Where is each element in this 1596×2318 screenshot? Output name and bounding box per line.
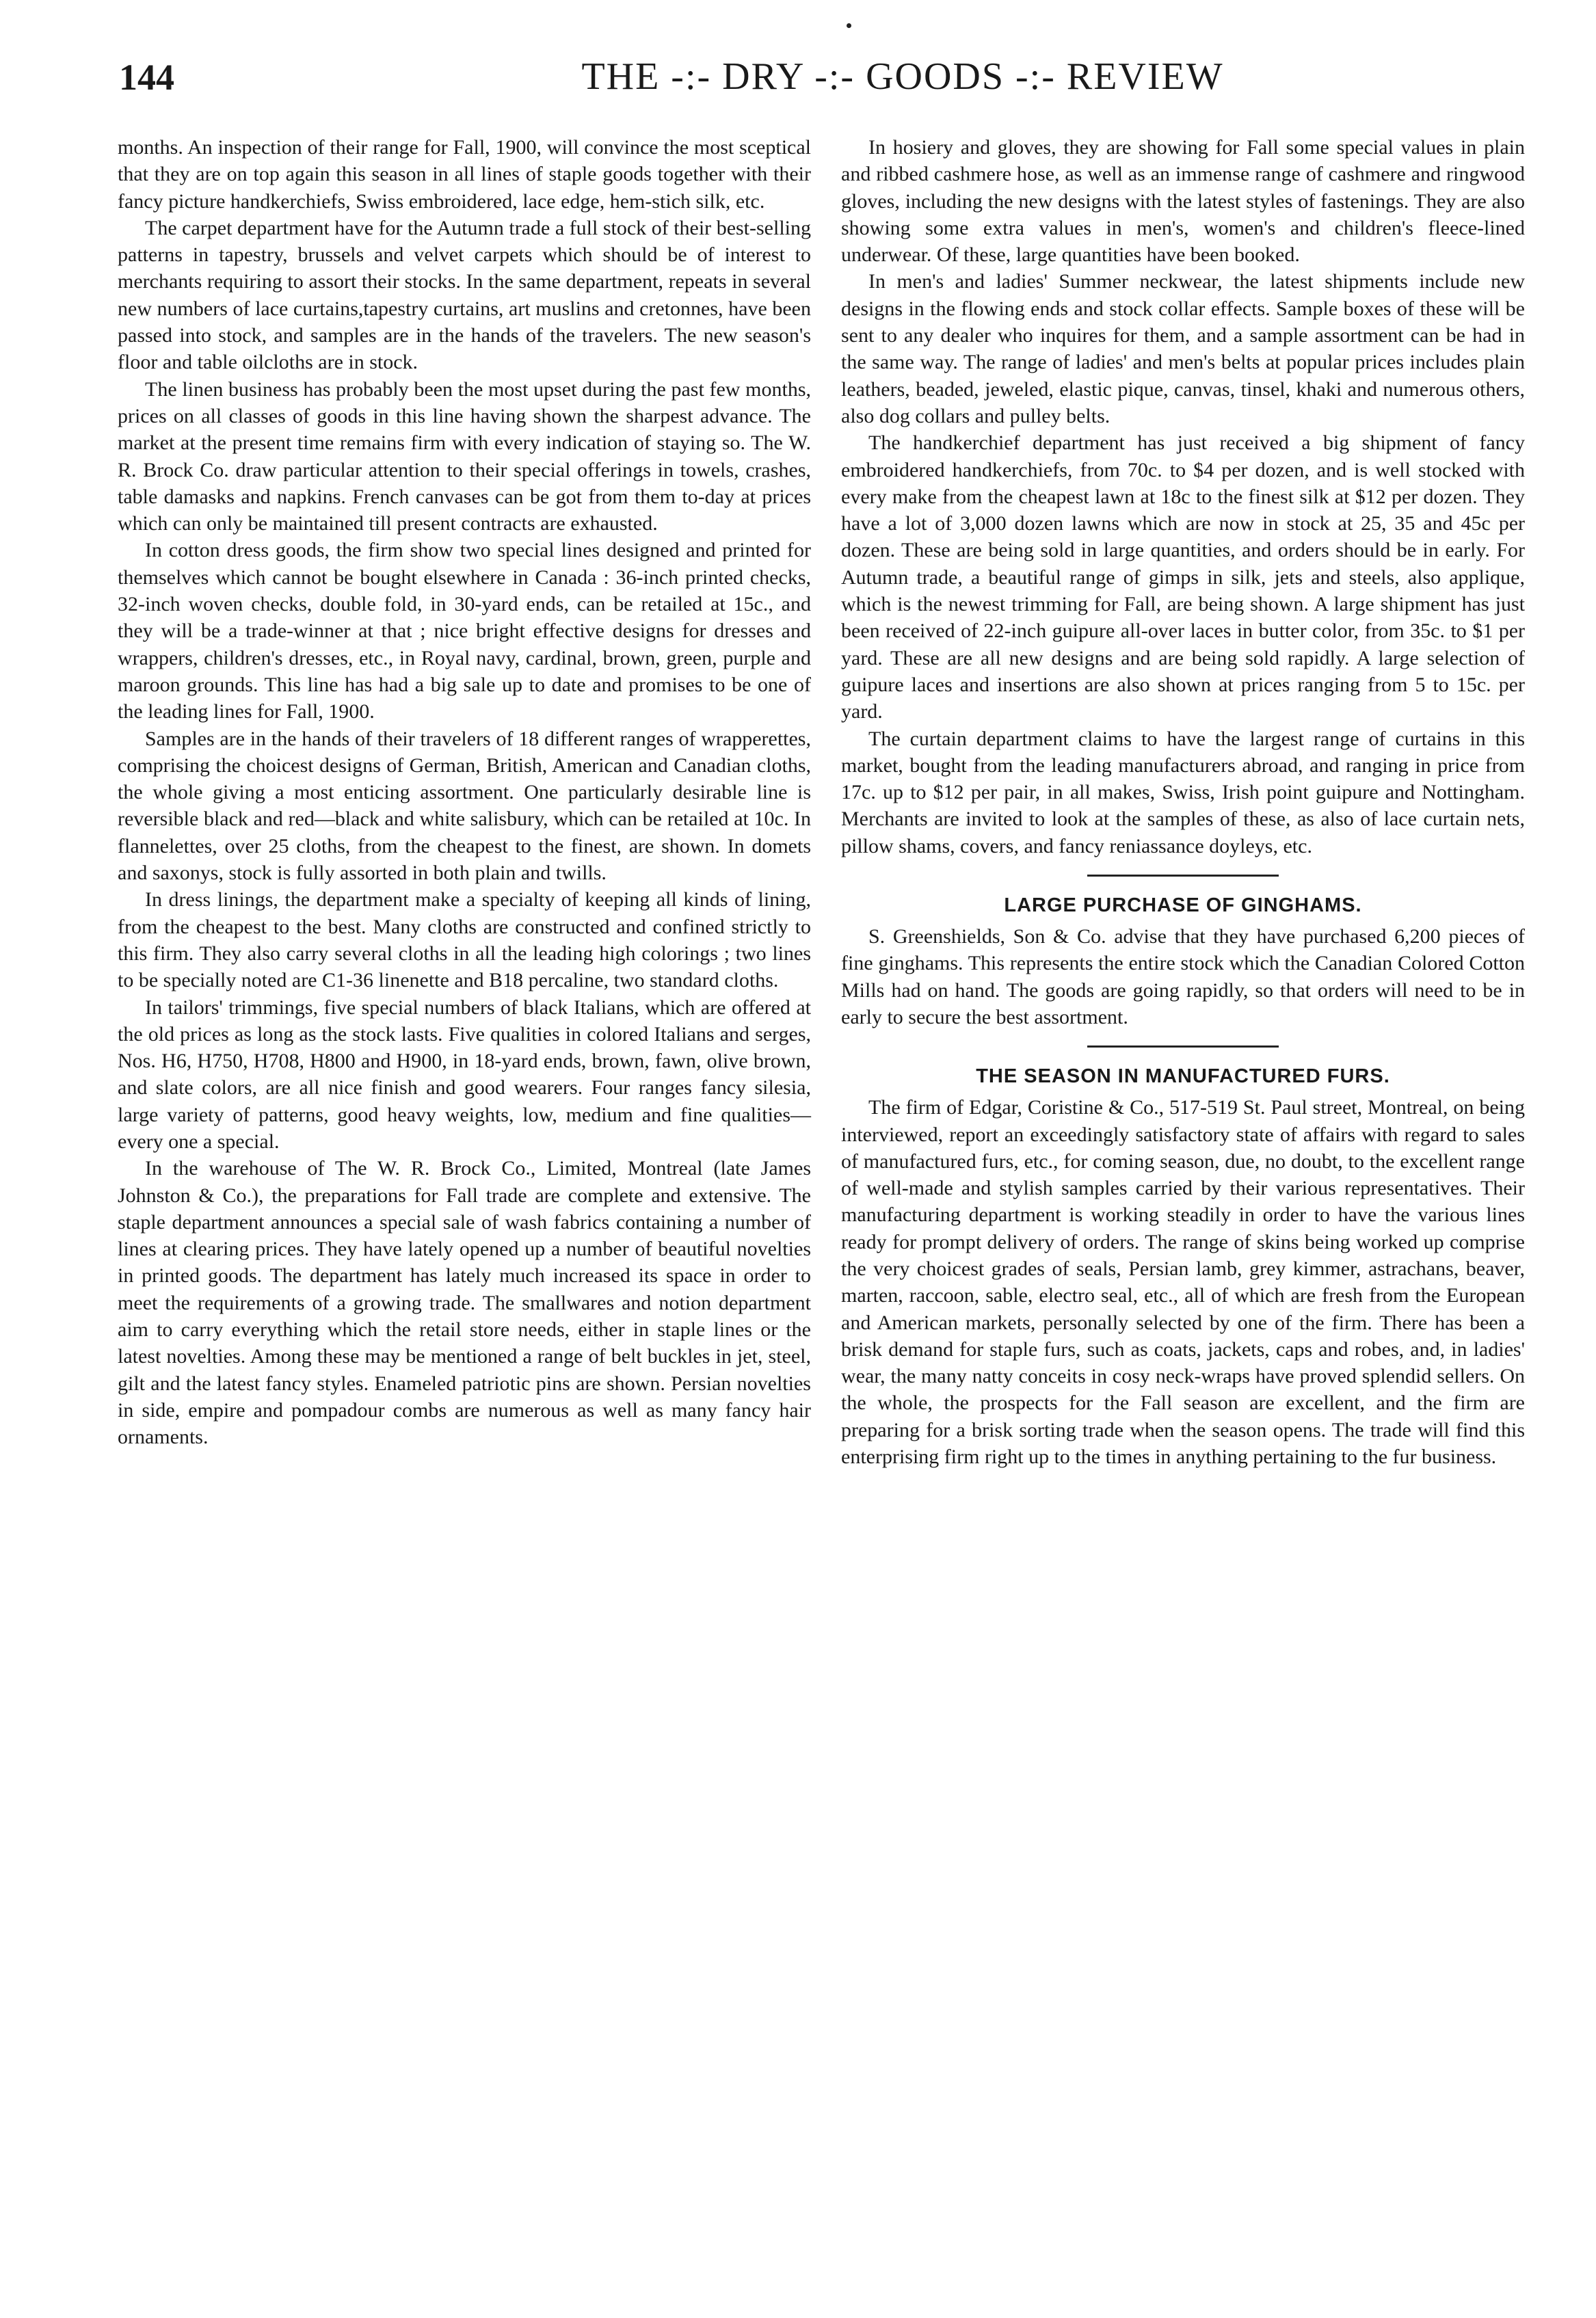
- paragraph-furs: The firm of Edgar, Coristine & Co., 517-519 St. Paul street, Montreal, on being interviewed, report an exceedingly satisfactory state of affairs with regard to sales of manufactured furs, etc., for coming season, due, no doubt, to the excellent range of well-made and stylish samples carried by their various representatives. Their manufacturing department is working steadily in order to have the various lines ready for prompt delivery of orders. The range of skins being worked up comprise the very choicest grades of seals, Persian lamb, grey kimmer, astrachans, beaver, marten, raccoon, sable, electro seal, etc., all of which are fresh from the European and American markets, personally selected by one of the firm. There has been a brisk demand for staple furs, such as coats, jackets, caps and robes, and, in ladies' wear, the many natty conceits in cosy neck-wraps have proved splendid sellers. On the whole, the prospects for the Fall season are excellent, and the firm are preparing for a brisk sorting trade when the season opens. The trade will find this enterprising firm right up to the times in anything pertaining to the fur business.: [841, 1096, 1525, 1469]
- paragraph-handkerchief-department: The handkerchief department has just received a big shipment of fancy embroidered handkerchiefs, from 70c. to $4 per dozen, and is well stocked with every make from the cheapest lawn at 18c to the finest silk at $12 per dozen. They have a lot of 3,000 dozen lawns which are now in stock at 25, 35 and 45c per dozen. These are being sold in large quantities, and orders should be in early. For Autumn trade, a beautiful range of gimps in silk, jets and steels, also applique, which is the newest trimming for Fall, are being shown. A large shipment has just been received of 22-inch guipure all-over laces in butter color, from 35c. to $1 per yard. These are all new designs and are being sold rapidly. A large selection of guipure laces and insertions are also shown at prices ranging from 5 to 15c. per yard.: [841, 431, 1525, 723]
- section-divider: [1087, 875, 1279, 877]
- paragraph-tailors-trimmings: In tailors' trimmings, five special numbers of black Italians, which are offered at the old prices as long as the stock lasts. Five qualities in colored Italians and serges, Nos. H6, H750, H708, H800 and H900, in 18-yard ends, brown, fawn, olive brown, and slate colors, are all nice finish and good wearers. Four ranges fancy silesia, large variety of patterns, good heavy weights, low, medium and fine qualities—every one a special.: [118, 996, 811, 1153]
- left-column: [118, 134, 811, 1451]
- paragraph-summer-neckwear: In men's and ladies' Summer neckwear, the latest shipments include new designs in the flowing ends and stock collar effects. Sample boxes of these will be sent to any dealer who inquires for them, and a sample assortment can be had in the same way. The range of ladies' and men's belts at popular prices includes plain leathers, beaded, jeweled, elastic pique, canvas, tinsel, khaki and numerous others, also dog collars and pulley belts.: [841, 270, 1525, 427]
- paragraph-months-inspection: months. An inspection of their range for Fall, 1900, will convince the most sceptical that they are on top again this season in all lines of staple goods together with their fancy picture handkerchiefs, Swiss embroidered, lace edge, hem-stich silk, etc.: [118, 136, 811, 213]
- paragraph-linen-business: The linen business has probably been the most upset during the past few months, prices on all classes of goods in this line having shown the sharpest advance. The market at the present time remains firm with every indication of staying so. The W. R. Brock Co. draw particular attention to their special offerings in towels, crashes, table damasks and napkins. French canvases can be got from them to-day at prices which can only be maintained till present contracts are exhausted.: [118, 377, 811, 535]
- heading-furs: THE SEASON IN MANUFACTURED FURS.: [976, 1065, 1390, 1088]
- heading-ginghams: LARGE PURCHASE OF GINGHAMS.: [1004, 894, 1362, 917]
- paragraph-curtain-department: The curtain department claims to have the largest range of curtains in this market, bought from the leading manufacturers abroad, and ranging in price from 17c. up to $12 per pair, in all makes, Swiss, Irish point guipure and Nottingham. Merchants are invited to look at the samples of these, as also of lace curtain nets, pillow shams, covers, and fancy reniassance doyleys, etc.: [841, 727, 1525, 857]
- paragraph-hosiery-gloves: In hosiery and gloves, they are showing for Fall some special values in plain and ribbed cashmere hose, as well as an immense range of cashmere and ringwood gloves, including the new designs with the latest styles of fastenings. They are also showing some extra values in men's, women's and children's fleece-lined underwear. Of these, large quantities have been booked.: [841, 136, 1525, 267]
- paragraph-wrapperettes: Samples are in the hands of their travelers of 18 different ranges of wrapperettes, comprising the choicest designs of German, British, American and Canadian cloths, the whole giving a most enticing assortment. One particularly desirable line is reversible black and red—black and white salisbury, which can be retailed at 10c. In flannelettes, over 25 cloths, from the cheapest to the finest, are shown. In domets and saxonys, stock is fully assorted in both plain and twills.: [118, 727, 811, 885]
- ink-dot: [847, 23, 851, 28]
- page-number: 144: [119, 57, 174, 98]
- section-divider: [1087, 1045, 1279, 1048]
- paragraph-cotton-dress-goods: In cotton dress goods, the firm show two special lines designed and printed for themselves which cannot be bought elsewhere in Canada : 36-inch printed checks, 32-inch woven checks, double fold, in 30-yard ends, can be retailed at 15c., and they will be a trade-winner at that ; nice bright effective designs for dresses and wrappers, children's dresses, etc., in Royal navy, cardinal, brown, green, purple and maroon grounds. This line has had a big sale up to date and promises to be one of the leading lines for Fall, 1900.: [118, 539, 811, 723]
- paragraph-warehouse-montreal: In the warehouse of The W. R. Brock Co., Limited, Montreal (late James Johnston & Co.), the preparations for Fall trade are complete and extensive. The staple department announces a special sale of wash fabrics containing a number of lines at clearing prices. They have lately opened up a number of beautiful novelties in printed goods. The department has lately much increased its space in order to meet the requirements of a growing trade. The smallwares and notion department aim to carry everything which the retail store needs, either in staple lines or the latest novelties. Among these may be mentioned a range of belt buckles in jet, steel, gilt and the latest fancy styles. Enameled patriotic pins are shown. Persian novelties in side, empire and pompadour combs are numerous as well as many fancy hair ornaments.: [118, 1157, 811, 1449]
- paragraph-carpet-department: The carpet department have for the Autumn trade a full stock of their best-selling patterns in tapestry, brussels and velvet carpets which should be of interest to merchants requiring to assort their stocks. In the same department, repeats in several new numbers of lace curtains,tapestry curtains, art muslins and cretonnes, have been passed into stock, and samples are in the hands of the travelers. The new season's floor and table oilcloths are in stock.: [118, 216, 811, 374]
- publication-title: THE -:- DRY -:- GOODS -:- REVIEW: [581, 55, 1224, 98]
- right-column: [841, 134, 1525, 1470]
- paragraph-ginghams: S. Greenshields, Son & Co. advise that they have purchased 6,200 pieces of fine ginghams. This represents the entire stock which the Canadian Colored Cotton Mills had on hand. The goods are going rapidly, so that orders will need to be in early to secure the best assortment.: [841, 925, 1525, 1028]
- paragraph-dress-linings: In dress linings, the department make a specialty of keeping all kinds of lining, from the cheapest to the best. Many cloths are constructed and confined strictly to this firm. They also carry several cloths in all the leading high colorings ; two lines to be specially noted are C1-36 linenette and B18 percaline, two standard cloths.: [118, 888, 811, 992]
